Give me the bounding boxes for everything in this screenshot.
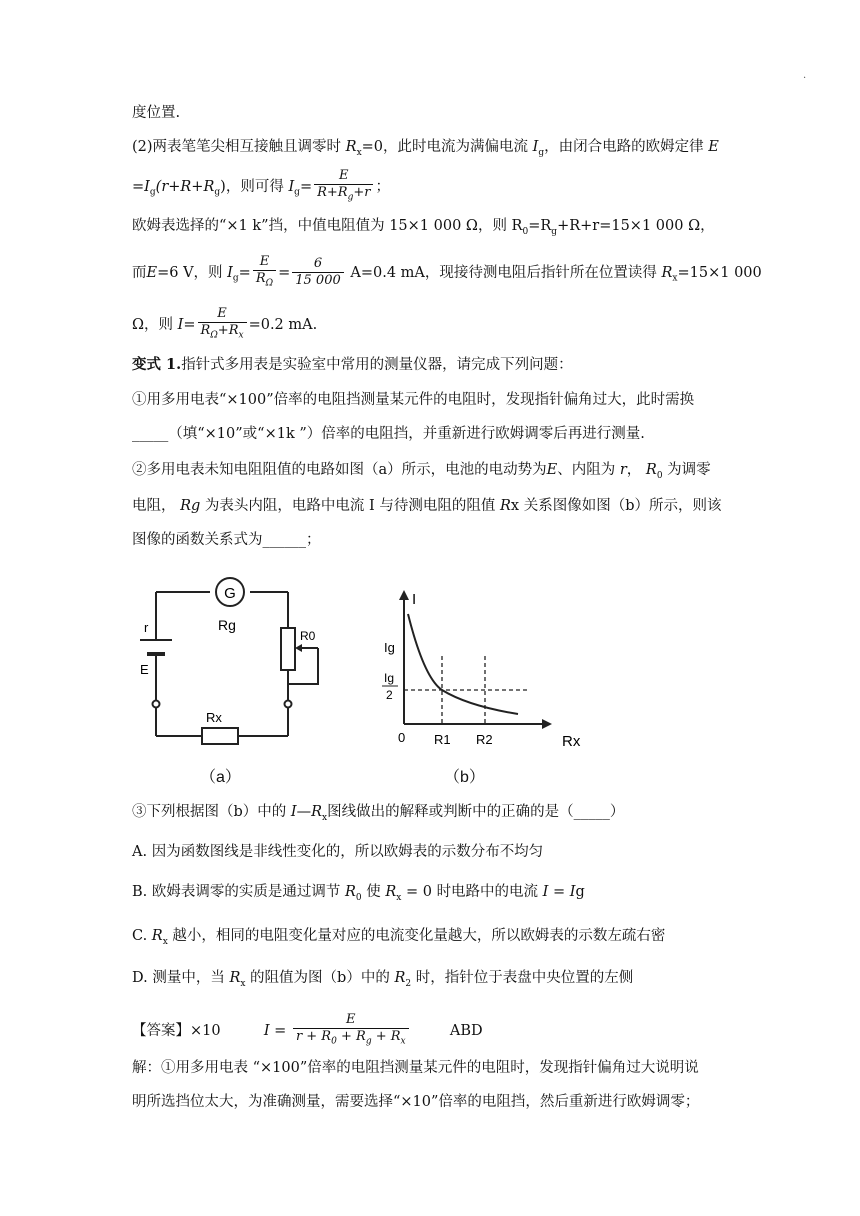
x-axis-arrow	[542, 719, 552, 729]
question-2-line-1: ②多用电表未知电阻阻值的电路如图（a）所示，电池的电动势为E、内阻为 r， $R_0$ 为调零	[132, 462, 711, 481]
option-a: A. 因为函数图线是非线性变化的，所以欧姆表的示数分布不均匀	[132, 844, 544, 860]
figure-a-caption: （a）	[200, 769, 241, 786]
rx-label: Rx	[206, 710, 222, 725]
corner-mark: .	[803, 70, 807, 81]
formula-ig: $\frac{E}{R+R_g+r}$	[314, 168, 373, 206]
rheostat-arrow	[295, 644, 302, 652]
x-axis-label: Rx	[562, 733, 581, 750]
question-2-line-2: 电阻， Rg 为表头内阻，电路中电流 I 与待测电阻的阻值 Rx 关系图像如图（b）所示，则该	[132, 498, 722, 514]
question-1-line-1: ①用多用电表“×100”倍率的电阻挡测量某元件的电阻时，发现指针偏角过大，此时需换	[132, 392, 695, 408]
text-line-3: $=I_g(r+R+R_g)$，则可得 $I_g=$ $\frac{E}{R+R_g+r}$ ；	[132, 168, 390, 206]
question-1-line-2: _____（填“×10”或“×1k ”）倍率的电阻挡，并重新进行欧姆调零后再进行测量.	[132, 426, 645, 442]
galvanometer-label: G	[224, 585, 236, 602]
circuit-diagram	[130, 568, 330, 758]
current-curve	[408, 614, 518, 714]
solution-line-1: 解：①用多用电表 “×100”倍率的电阻挡测量某元件的电阻时，发现指针偏角过大说明说	[132, 1060, 699, 1076]
r0-label: R0	[300, 629, 316, 643]
ig-label: Ig	[384, 640, 395, 655]
text-line-5: 而E=6 V，则 $I_g=$ $\frac{E}{R_\Omega}$ = $\frac{6}{15 000}$ A=0.4 mA，现接待测电阻后指针所在位置读得 $R_x=15\times 1$ 000	[132, 254, 762, 292]
battery-r-label: r	[144, 620, 149, 635]
y-axis-label: I	[412, 591, 417, 608]
text-line-1: 度位置.	[132, 105, 181, 121]
question-3: ③下列根据图（b）中的 $I—R_x$图线做出的解释或判断中的正确的是（_____）	[132, 804, 625, 823]
origin-label: 0	[398, 730, 406, 745]
r1-label: R1	[434, 732, 451, 747]
answer-line: 【答案】×10 I = $\frac{E}{r + R_0 + R_g + R_x}$ ABD	[132, 1012, 483, 1050]
question-2-line-3: 图像的函数关系式为______；	[132, 532, 321, 548]
r2-label: R2	[476, 732, 493, 747]
text-line-6: Ω，则 I= $\frac{E}{R_\Omega+R_x}$ =0.2 mA.	[132, 306, 317, 344]
rg-label: Rg	[218, 617, 236, 633]
text-line-4: 欧姆表选择的“×1 k”挡，中值电阻值为 15×1 000 Ω，则 $R_0=R_g+R+r=15\times 1$ 000 Ω，	[132, 218, 715, 237]
half-ig-denominator: 2	[386, 688, 393, 702]
option-d: D. 测量中，当 $R_x$ 的阻值为图（b）中的 $R_2$ 时，指针位于表盘中央位置的左侧	[132, 970, 634, 989]
text-line-2: (2)两表笔笔尖相互接触且调零时 $R_x=0$，此时电流为满偏电流 $I_g$，由闭合电路的欧姆定律 E	[132, 139, 719, 158]
half-ig-numerator: Ig	[384, 671, 395, 685]
variant-heading: 变式 1.指针式多用表是实验室中常用的测量仪器，请完成下列问题：	[132, 356, 573, 373]
battery-e-label: E	[140, 662, 149, 677]
option-c: C. $R_x$ 越小，相同的电阻变化量对应的电流变化量越大，所以欧姆表的示数左疏右密	[132, 928, 666, 947]
solution-line-2: 明所选挡位太大，为准确测量，需要选择“×10”倍率的电阻挡，然后重新进行欧姆调零；	[132, 1094, 700, 1110]
option-b: B. 欧姆表调零的实质是通过调节 $R_0$ 使 $R_x = 0$ 时电路中的电流 I = Ig	[132, 884, 585, 903]
answer-formula: $\frac{E}{r + R_0 + R_g + R_x}$	[293, 1012, 409, 1050]
figure-b-caption: （b）	[444, 769, 485, 786]
y-axis-arrow	[399, 590, 409, 600]
i-rx-graph	[364, 586, 594, 756]
